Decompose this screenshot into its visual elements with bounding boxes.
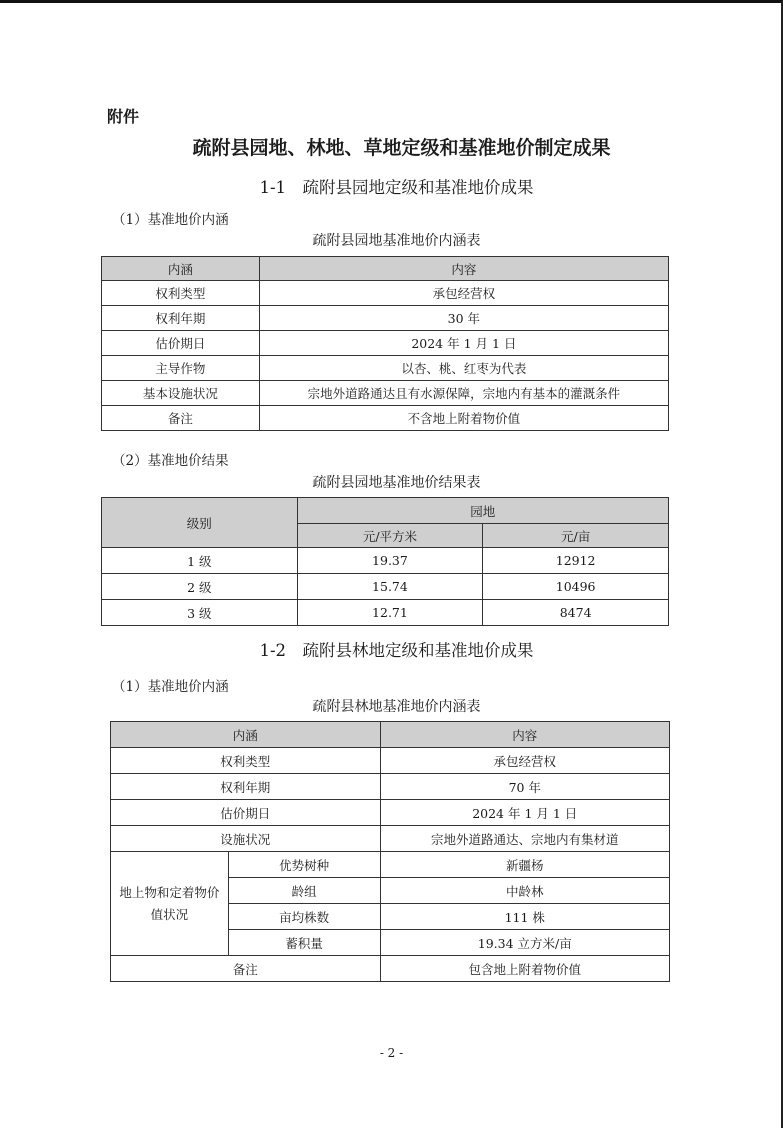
table3-cell: 111 株 — [380, 904, 669, 930]
table1-cell: 30 年 — [259, 306, 668, 331]
table3-cell: 龄组 — [228, 878, 380, 904]
table3-cell: 亩均株数 — [228, 904, 380, 930]
table3-header-connotation: 内涵 — [111, 722, 381, 748]
table2-cell: 2 级 — [102, 574, 298, 600]
table2-cell: 10496 — [483, 574, 669, 600]
section2-title: 1-2 疏附县林地定级和基准地价成果 — [259, 641, 534, 660]
table1-header-connotation: 内涵 — [102, 257, 260, 281]
table1-caption: 疏附县园地基准地价内涵表 — [312, 233, 481, 249]
table1-cell: 宗地外道路通达且有水源保障，宗地内有基本的灌溉条件 — [259, 381, 668, 406]
table3-cell: 权利年期 — [111, 774, 381, 800]
table1-cell: 不含地上附着物价值 — [259, 406, 668, 431]
table-row — [102, 306, 669, 331]
table-row — [102, 574, 669, 600]
table3-cell: 70 年 — [380, 774, 669, 800]
table3-cell: 承包经营权 — [380, 748, 669, 774]
table3-caption: 疏附县林地基准地价内涵表 — [312, 699, 481, 715]
table-row — [102, 331, 669, 356]
table3-cell: 蓄积量 — [228, 930, 380, 956]
table3-cell: 中龄林 — [380, 878, 669, 904]
table-row — [111, 826, 670, 852]
table2-cell: 12912 — [483, 548, 669, 574]
table2-cell: 19.37 — [297, 548, 483, 574]
table1-cell: 以杏、桃、红枣为代表 — [259, 356, 668, 381]
table3-cell: 权利类型 — [111, 748, 381, 774]
table3-cell: 优势树种 — [228, 852, 380, 878]
table-row — [111, 852, 670, 878]
table-garden-connotation — [101, 256, 669, 431]
section1-sub2: （2）基准地价结果 — [112, 453, 229, 469]
table2-header-garden: 园地 — [297, 498, 668, 524]
page-number: - 2 - — [379, 1046, 404, 1060]
table2-cell: 3 级 — [102, 600, 298, 626]
table-row — [111, 748, 670, 774]
table2-header-unit-sqm: 元/平方米 — [297, 524, 483, 548]
table-row — [102, 548, 669, 574]
table1-header-content: 内容 — [259, 257, 668, 281]
table-row — [102, 406, 669, 431]
table3-cell: 2024 年 1 月 1 日 — [380, 800, 669, 826]
table2-header-level: 级别 — [102, 498, 298, 548]
table3-cell: 设施状况 — [111, 826, 381, 852]
table2-cell: 1 级 — [102, 548, 298, 574]
table1-cell: 备注 — [102, 406, 260, 431]
table3-cell: 19.34 立方米/亩 — [380, 930, 669, 956]
table2-cell: 15.74 — [297, 574, 483, 600]
table-row — [111, 956, 670, 982]
table-row — [102, 281, 669, 306]
table-row — [111, 800, 670, 826]
section1-sub1: （1）基准地价内涵 — [112, 212, 229, 228]
table2-cell: 8474 — [483, 600, 669, 626]
section1-title: 1-1 疏附县园地定级和基准地价成果 — [259, 178, 534, 197]
table2-caption: 疏附县园地基准地价结果表 — [312, 475, 481, 491]
table1-cell: 主导作物 — [102, 356, 260, 381]
table-forest-connotation — [110, 721, 670, 982]
table1-cell: 2024 年 1 月 1 日 — [259, 331, 668, 356]
table-row — [102, 381, 669, 406]
table-row — [102, 600, 669, 626]
table3-cell: 包含地上附着物价值 — [380, 956, 669, 982]
table3-cell: 新疆杨 — [380, 852, 669, 878]
table1-cell: 权利年期 — [102, 306, 260, 331]
table-garden-results — [101, 497, 669, 626]
table3-cell: 估价期日 — [111, 800, 381, 826]
table3-cell: 备注 — [111, 956, 381, 982]
attachment-label: 附件 — [107, 107, 140, 126]
table2-header-unit-mu: 元/亩 — [483, 524, 669, 548]
main-title: 疏附县园地、林地、草地定级和基准地价制定成果 — [192, 137, 611, 159]
section2-sub1: （1）基准地价内涵 — [112, 679, 229, 695]
table3-cell: 宗地外道路通达、宗地内有集材道 — [380, 826, 669, 852]
table1-cell: 估价期日 — [102, 331, 260, 356]
table-row — [111, 774, 670, 800]
table1-cell: 基本设施状况 — [102, 381, 260, 406]
table1-cell: 权利类型 — [102, 281, 260, 306]
table3-group-label: 地上物和定着物价值状况 — [111, 852, 229, 956]
table1-cell: 承包经营权 — [259, 281, 668, 306]
table3-header-content: 内容 — [380, 722, 669, 748]
table2-cell: 12.71 — [297, 600, 483, 626]
table-row — [102, 356, 669, 381]
